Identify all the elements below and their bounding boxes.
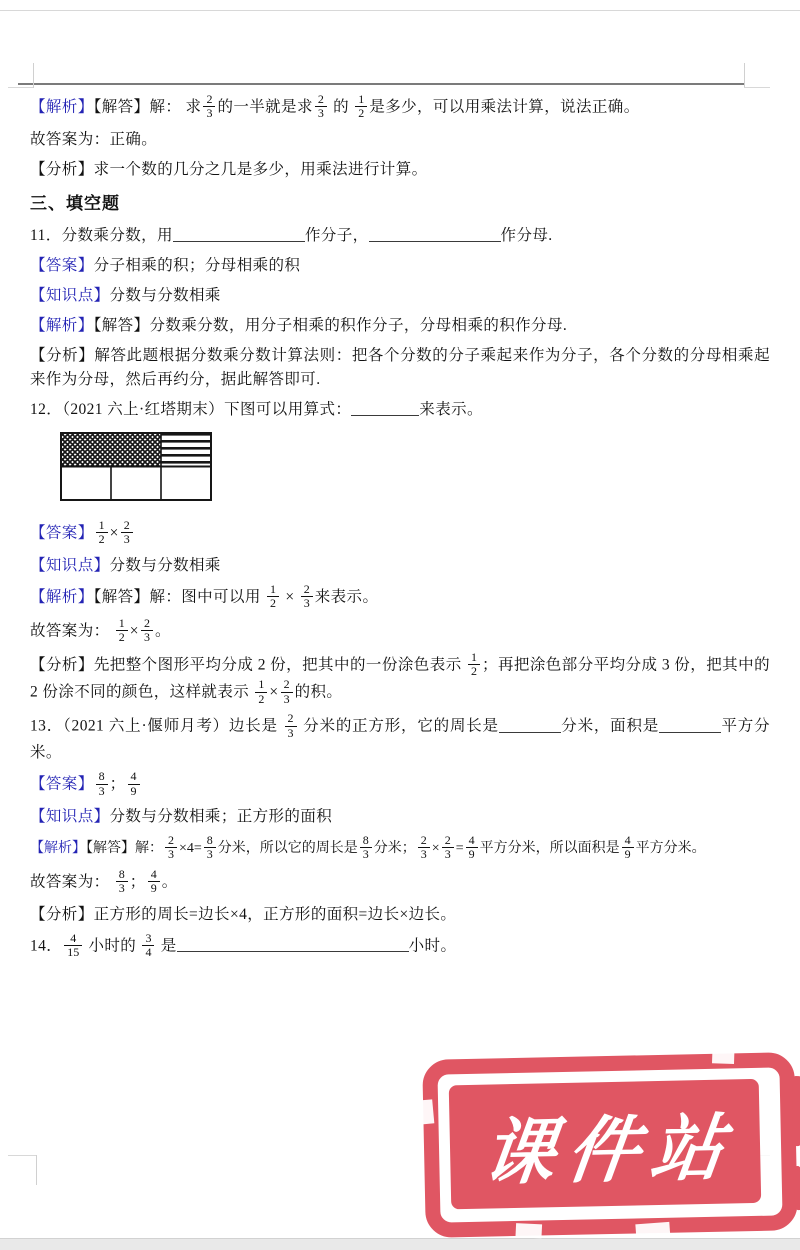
text-run: 分子相乘的积；分母相乘的积: [93, 256, 301, 274]
text-run: 的一半就是求: [217, 98, 313, 116]
q12-knowledge-point: [30, 554, 770, 578]
q11-answer: [30, 254, 770, 278]
fill-in-blank: [177, 936, 409, 952]
question-14: [30, 930, 770, 961]
fill-in-blank: [499, 717, 561, 733]
answer-label: 【解析】: [30, 588, 94, 606]
fraction: $\frac{2}{3}$: [165, 834, 177, 862]
question-12: [30, 398, 770, 422]
text-run: 分米，面积是: [560, 717, 660, 735]
crop-mark-top-left: [33, 63, 34, 88]
fraction: $\frac{3}{4}$: [142, 932, 154, 960]
text-run: 【解答】解： 求: [93, 98, 202, 116]
fraction: $\frac{1}{2}$: [96, 519, 108, 547]
text-run: 分米；: [373, 841, 416, 857]
item10-analysis: [30, 158, 770, 182]
text-run: 【分析】先把整个图形平均分成 2 份，把其中的一份涂色表示: [30, 656, 466, 673]
item10-conclusion: [30, 128, 770, 152]
fraction: $\frac{2}{3}$: [315, 93, 327, 121]
kejianzhan-stamp: [422, 1052, 798, 1238]
text-run: 小时的: [84, 937, 141, 955]
q12-analysis: [30, 649, 770, 708]
text-run: 故答案为：: [30, 622, 114, 640]
text-run: ；: [109, 775, 126, 793]
text-run: 作分子，: [304, 226, 369, 244]
answer-label: 【知识点】: [30, 556, 110, 574]
fraction: $\frac{4}{15}$: [64, 932, 82, 960]
text-run: 14．: [30, 937, 63, 955]
text-run: 是多少，可以用乘法计算，说法正确。: [369, 98, 640, 116]
stamp-texture: [712, 1051, 734, 1064]
page-top-edge-line: [0, 10, 800, 11]
q11-explanation: [30, 314, 770, 338]
text-run: 的积。: [294, 683, 343, 701]
text-run: ×: [129, 622, 139, 640]
question-11: [30, 224, 770, 248]
answer-label: 【答案】: [30, 256, 94, 274]
answer-label: 【解析】: [30, 316, 94, 334]
text-run: 来表示。: [419, 400, 483, 418]
text-run: 故答案为：正确。: [30, 130, 158, 148]
document-body: [0, 88, 800, 967]
section-header-fill-in: [30, 192, 770, 216]
text-run: 来表示。: [314, 588, 379, 606]
fraction: $\frac{1}{2}$: [468, 651, 480, 679]
text-run: 故答案为：: [30, 873, 114, 891]
text-run: =: [455, 841, 464, 857]
text-run: ×: [281, 588, 299, 606]
fill-in-blank: [369, 226, 501, 242]
fraction: $\frac{1}{2}$: [116, 617, 128, 645]
text-run: ×4=: [179, 841, 202, 857]
answer-label: 【答案】: [30, 524, 94, 542]
text-run: ×: [109, 524, 119, 542]
q13-analysis: [30, 903, 770, 927]
text-run: 平方分米。: [635, 841, 706, 857]
text-run: 平方分米。: [30, 717, 771, 762]
text-run: 分数与分数相乘: [109, 286, 221, 304]
fraction: $\frac{1}{2}$: [267, 583, 279, 611]
q12-answer: [30, 517, 770, 548]
text-run: 分米的正方形，它的周长是: [298, 717, 499, 735]
fraction: $\frac{2}{3}$: [285, 712, 297, 740]
text-run: ×: [431, 841, 440, 857]
text-run: 平方分米，所以面积是: [479, 841, 620, 857]
text-run: ；: [129, 873, 146, 891]
q13-explanation: [30, 835, 770, 863]
fraction: $\frac{4}{9}$: [128, 770, 140, 798]
text-run: 【解答】解：图中可以用: [93, 588, 266, 606]
stamp-texture: [515, 1223, 542, 1238]
text-run: 12．（2021 六上·红塔期末）下图可以用算式：: [30, 400, 352, 418]
stamp-texture: [420, 1099, 434, 1124]
text-run: 分数与分数相乘: [109, 556, 221, 574]
text-run: 三、填空题: [30, 193, 120, 213]
text-run: ；再把涂色部分平均分成 3 份，把其中的 2 份涂不同的颜色，这样就表示: [30, 656, 770, 701]
fraction: $\frac{4}{9}$: [466, 834, 478, 862]
answer-label: 【答案】: [30, 775, 94, 793]
fraction: $\frac{8}{3}$: [360, 834, 372, 862]
fraction: $\frac{2}{3}$: [442, 834, 454, 862]
fraction: $\frac{4}{9}$: [622, 834, 634, 862]
page-bottom-gap: [0, 1238, 800, 1250]
crop-mark-top-right: [744, 63, 745, 88]
q11-knowledge-point: [30, 284, 770, 308]
q13-conclusion: [30, 866, 770, 897]
fraction: $\frac{8}{3}$: [96, 770, 108, 798]
q13-answer: [30, 771, 770, 799]
fraction: $\frac{8}{3}$: [204, 834, 216, 862]
text-run: 小时。: [408, 937, 457, 955]
fraction: $\frac{1}{2}$: [255, 678, 267, 706]
answer-label: 【解析】: [30, 98, 94, 116]
crop-mark-bottom-left: [36, 1155, 37, 1185]
question-13: [30, 713, 770, 765]
answer-label: 【知识点】: [30, 808, 110, 825]
text-run: 【解答】解：: [86, 841, 163, 857]
answer-label: 【解析】: [30, 841, 86, 857]
fraction: $\frac{2}{3}$: [121, 519, 133, 547]
text-run: 。: [161, 873, 178, 891]
fill-in-blank: [173, 226, 305, 242]
crop-mark-bottom-left: [8, 1155, 37, 1156]
text-run: 分数与分数相乘；正方形的面积: [109, 808, 333, 825]
text-run: 【分析】求一个数的几分之几是多少，用乘法进行计算。: [30, 160, 428, 178]
fill-in-blank: [659, 717, 721, 733]
fraction: $\frac{2}{3}$: [301, 583, 313, 611]
fraction: $\frac{2}{3}$: [141, 617, 153, 645]
stamp-texture: [792, 1076, 800, 1146]
item10-explanation: [30, 94, 770, 122]
fraction: $\frac{2}{3}$: [203, 93, 215, 121]
text-run: 分米，所以它的周长是: [217, 841, 358, 857]
fraction: $\frac{8}{3}$: [116, 868, 128, 896]
q11-analysis: [30, 344, 770, 392]
answer-label: 【知识点】: [30, 286, 110, 304]
q13-knowledge-point: [30, 805, 770, 829]
q12-explanation: [30, 581, 770, 612]
text-run: ×: [269, 683, 279, 701]
fraction: $\frac{4}{9}$: [148, 868, 160, 896]
fraction: $\frac{2}{3}$: [418, 834, 430, 862]
text-run: 【解答】分数乘分数，用分子相乘的积作分子，分母相乘的积作分母.: [93, 316, 568, 334]
fill-in-blank: [351, 400, 419, 416]
fraction: $\frac{2}{3}$: [281, 678, 293, 706]
text-run: 的: [328, 98, 354, 116]
text-run: 作分母.: [500, 226, 553, 244]
stamp-inner: [449, 1079, 762, 1209]
q12-conclusion: [30, 615, 770, 646]
text-run: 【分析】解答此题根据分数乘分数计算法则：把各个分数的分子乘起来作为分子，各个分数的分母相乘起来作为分母，然后再约分，据此解答即可.: [30, 346, 770, 388]
fraction-diagram-svg: [60, 432, 212, 501]
header-rule: [18, 83, 744, 85]
q12-figure: [60, 432, 770, 506]
text-run: 是: [156, 937, 177, 955]
text-run: 11．分数乘分数，用: [30, 226, 173, 244]
stamp-text: 课件站: [478, 1108, 740, 1194]
fraction: $\frac{1}{2}$: [355, 93, 367, 121]
text-run: 【分析】正方形的周长=边长×4，正方形的面积=边长×边长。: [30, 905, 457, 923]
text-run: 13．（2021 六上·偃师月考）边长是: [30, 717, 283, 735]
text-run: 。: [154, 622, 171, 640]
stamp-texture: [635, 1222, 670, 1237]
